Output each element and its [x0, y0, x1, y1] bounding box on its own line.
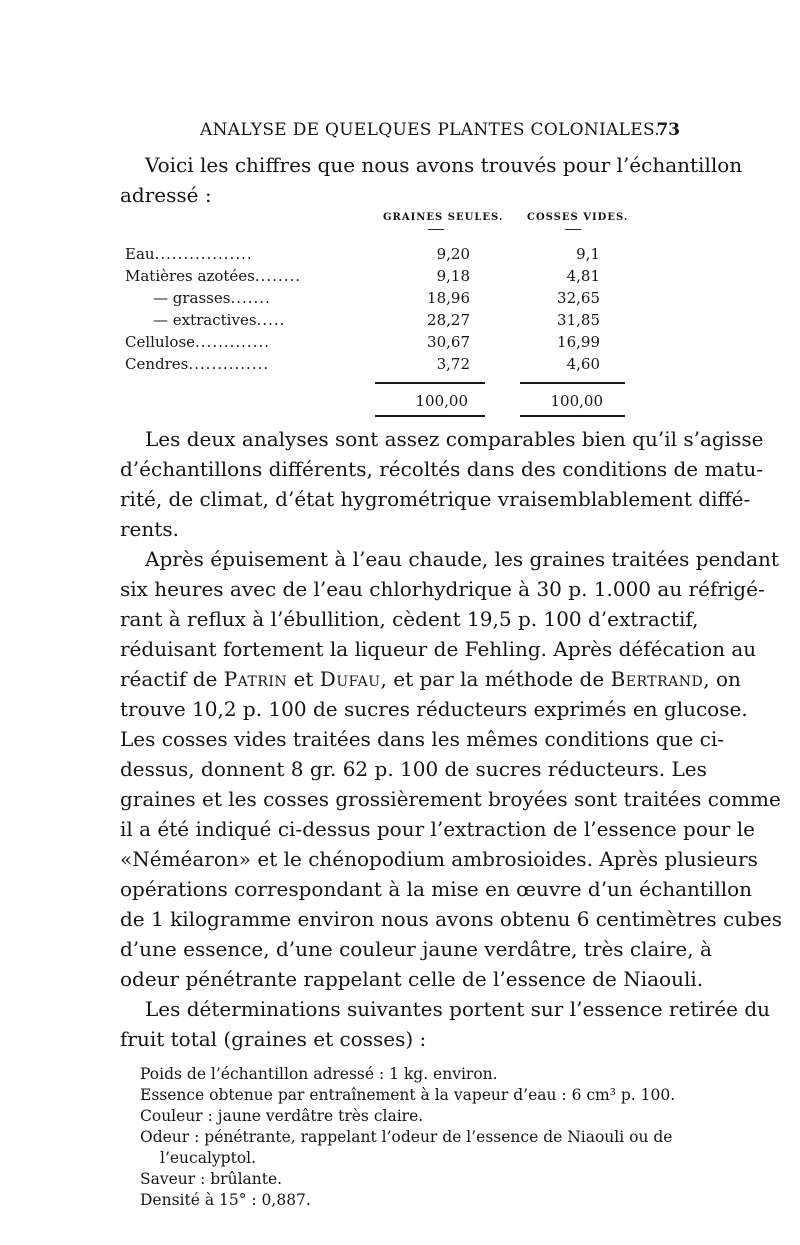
body-paragraph-2	[120, 544, 782, 994]
author-name: Dufau	[319, 667, 381, 691]
table-row-label: — grasses.......	[153, 289, 271, 307]
total-rule	[375, 415, 485, 417]
detail-item: Odeur : pénétrante, rappelant l’odeur de l’essence de Niaouli ou de	[140, 1128, 673, 1146]
text-line: Après épuisement à l’eau chaude, les graines traitées pendant	[145, 547, 779, 571]
table-row-label: Matières azotées........	[125, 267, 302, 285]
text-line: trouve 10,2 p. 100 de sucres réducteurs exprimés en glucose.	[120, 697, 748, 721]
column-header-cosses: COSSES VIDES.	[527, 212, 629, 223]
total-cosses: 100,00	[550, 392, 603, 410]
table-row-label: Cendres..............	[125, 355, 270, 373]
table-cell-cosses: 4,81	[566, 267, 600, 285]
table-cell-graines: 28,27	[427, 311, 470, 329]
body-paragraph-1	[120, 424, 764, 544]
table-cell-graines: 18,96	[427, 289, 470, 307]
column-header-graines: GRAINES SEULES.	[383, 212, 504, 223]
table-cell-cosses: 16,99	[557, 333, 600, 351]
text-line: Les deux analyses sont assez comparables bien qu’il s’agisse	[145, 427, 764, 451]
total-rule	[520, 415, 625, 417]
text-line: fruit total (graines et cosses) :	[120, 1027, 427, 1051]
table-cell-cosses: 31,85	[557, 311, 600, 329]
text-line: six heures avec de l’eau chlorhydrique à 30 p. 1.000 au réfrigé-	[120, 577, 765, 601]
author-name: Patrin	[223, 667, 288, 691]
sum-rule	[375, 382, 485, 384]
header-title: ANALYSE DE QUELQUES PLANTES COLONIALES.	[200, 120, 660, 140]
text-line: rité, de climat, d’état hygrométrique vraisemblablement diffé-	[120, 487, 751, 511]
text-line: Les cosses vides traitées dans les mêmes conditions que ci-	[120, 727, 725, 751]
table-cell-cosses: 32,65	[557, 289, 600, 307]
detail-item-continued: l’eucalyptol.	[160, 1149, 257, 1167]
table-cell-cosses: 9,1	[576, 245, 600, 263]
text-line: de 1 kilogramme environ nous avons obtenu 6 centimètres cubes	[120, 907, 782, 931]
column-dash	[428, 229, 444, 230]
table-cell-graines: 3,72	[436, 355, 470, 373]
text-line: d’échantillons différents, récoltés dans des conditions de matu-	[120, 457, 764, 481]
text-line: réactif de Patrin et Dufau, et par la méthode de Bertrand, on	[120, 667, 741, 691]
table-cell-graines: 9,20	[436, 245, 470, 263]
table-row-label: Eau.................	[125, 245, 253, 263]
intro-line: adressé :	[120, 183, 212, 207]
author-name: Bertrand	[610, 667, 704, 691]
total-graines: 100,00	[415, 392, 468, 410]
page-number: 73	[656, 120, 680, 140]
text-line: graines et les cosses grossièrement broyées sont traitées comme	[120, 787, 781, 811]
detail-item: Densité à 15° : 0,887.	[140, 1191, 311, 1209]
table-cell-cosses: 4,60	[566, 355, 600, 373]
column-dash	[565, 229, 581, 230]
text-line: odeur pénétrante rappelant celle de l’essence de Niaouli.	[120, 967, 704, 991]
table-cell-graines: 9,18	[436, 267, 470, 285]
intro-paragraph	[120, 150, 743, 210]
table-row-label: Cellulose.............	[125, 333, 271, 351]
detail-item: Couleur : jaune verdâtre très claire.	[140, 1107, 424, 1125]
running-header	[200, 120, 680, 144]
text-line: d’une essence, d’une couleur jaune verdâtre, très claire, à	[120, 937, 712, 961]
detail-item: Saveur : brûlante.	[140, 1170, 283, 1188]
body-paragraph-3	[120, 994, 771, 1054]
sum-rule	[520, 382, 625, 384]
detail-item: Essence obtenue par entraînement à la vapeur d’eau : 6 cm³ p. 100.	[140, 1086, 676, 1104]
text-line: rents.	[120, 517, 179, 541]
text-line: il a été indiqué ci-dessus pour l’extraction de l’essence pour le	[120, 817, 755, 841]
essence-details	[140, 1064, 680, 1211]
text-line: Les déterminations suivantes portent sur l’essence retirée du	[145, 997, 771, 1021]
table-row-label: — extractives.....	[153, 311, 286, 329]
text-line: réduisant fortement la liqueur de Fehling. Après défécation au	[120, 637, 757, 661]
intro-line: Voici les chiffres que nous avons trouvés pour l’échantillon	[145, 153, 743, 177]
text-line: «Néméaron» et le chénopodium ambrosioides. Après plusieurs	[120, 847, 758, 871]
text-line: rant à reflux à l’ébullition, cèdent 19,5 p. 100 d’extractif,	[120, 607, 699, 631]
detail-item: Poids de l’échantillon adressé : 1 kg. environ.	[140, 1065, 498, 1083]
text-line: opérations correspondant à la mise en œuvre d’un échantillon	[120, 877, 753, 901]
table-cell-graines: 30,67	[427, 333, 470, 351]
text-line: dessus, donnent 8 gr. 62 p. 100 de sucres réducteurs. Les	[120, 757, 707, 781]
